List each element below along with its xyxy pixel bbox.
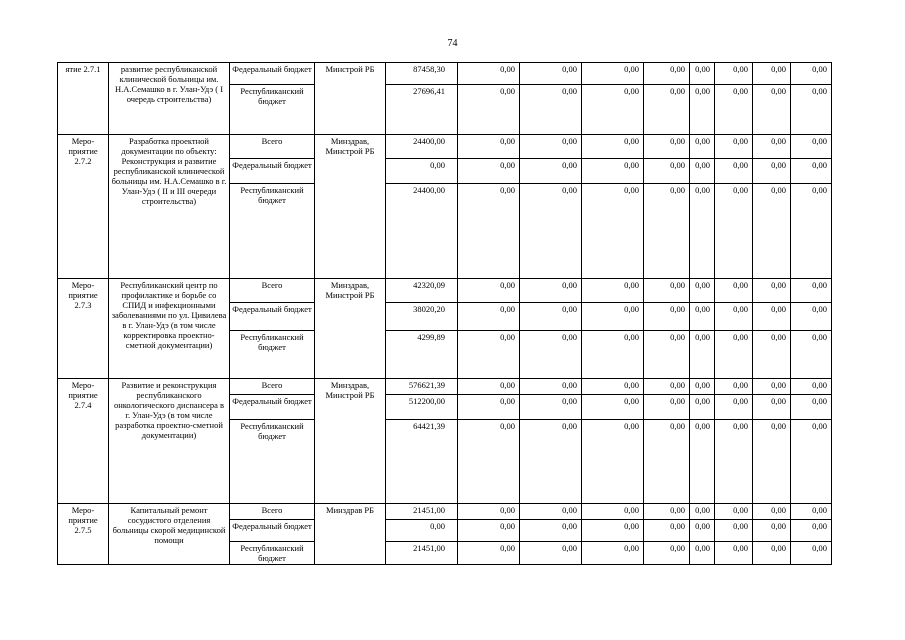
- value-cell: 0,00: [582, 542, 644, 565]
- value-cell: 0,00: [753, 159, 791, 184]
- funding-source-cell: Всего: [230, 135, 315, 159]
- value-cell: 0,00: [520, 520, 582, 542]
- amount-cell: 64421,39: [386, 420, 458, 504]
- value-cell: 0,00: [791, 379, 832, 395]
- value-cell: 0,00: [690, 159, 715, 184]
- table-row: [58, 504, 832, 520]
- amount-cell: 24400,00: [386, 184, 458, 279]
- value-cell: 0,00: [520, 504, 582, 520]
- value-cell: 0,00: [690, 504, 715, 520]
- value-cell: 0,00: [644, 504, 690, 520]
- value-cell: 0,00: [715, 63, 753, 85]
- value-cell: 0,00: [644, 331, 690, 379]
- funding-source-cell: Республиканский бюджет: [230, 542, 315, 565]
- measure-name-cell: Капитальный ремонт сосудистого отделения больницы скорой медицинской помощи: [109, 504, 230, 565]
- amount-cell: 24400,00: [386, 135, 458, 159]
- executor-cell: Минздрав, Минстрой РБ: [315, 135, 386, 279]
- measure-code-cell: Меро-приятие 2.7.5: [58, 504, 109, 565]
- value-cell: 0,00: [715, 279, 753, 303]
- value-cell: 0,00: [753, 542, 791, 565]
- funding-source-cell: Федеральный бюджет: [230, 520, 315, 542]
- value-cell: 0,00: [582, 184, 644, 279]
- executor-cell: Минздрав, Минстрой РБ: [315, 379, 386, 504]
- value-cell: 0,00: [458, 303, 520, 331]
- value-cell: 0,00: [582, 520, 644, 542]
- amount-cell: 38020,20: [386, 303, 458, 331]
- amount-cell: 576621,39: [386, 379, 458, 395]
- funding-source-cell: Федеральный бюджет: [230, 63, 315, 85]
- value-cell: 0,00: [715, 420, 753, 504]
- value-cell: 0,00: [753, 63, 791, 85]
- measure-name-cell: Развитие и реконструкция республиканского онкологического диспансера в г. Улан-Удэ (в том числе разработка проектно-сметной документации): [109, 379, 230, 504]
- value-cell: 0,00: [690, 331, 715, 379]
- page-number: 74: [447, 38, 458, 49]
- funding-source-cell: Республиканский бюджет: [230, 331, 315, 379]
- measure-code-cell: Меро-приятие 2.7.2: [58, 135, 109, 279]
- value-cell: 0,00: [690, 379, 715, 395]
- value-cell: 0,00: [753, 504, 791, 520]
- value-cell: 0,00: [582, 85, 644, 135]
- value-cell: 0,00: [458, 135, 520, 159]
- value-cell: 0,00: [791, 395, 832, 420]
- value-cell: 0,00: [582, 63, 644, 85]
- value-cell: 0,00: [458, 63, 520, 85]
- budget-table-body: [58, 63, 832, 565]
- value-cell: 0,00: [520, 85, 582, 135]
- value-cell: 0,00: [791, 135, 832, 159]
- amount-cell: 27696,41: [386, 85, 458, 135]
- value-cell: 0,00: [690, 395, 715, 420]
- value-cell: 0,00: [715, 379, 753, 395]
- value-cell: 0,00: [644, 63, 690, 85]
- value-cell: 0,00: [690, 63, 715, 85]
- value-cell: 0,00: [582, 420, 644, 504]
- value-cell: 0,00: [715, 184, 753, 279]
- measure-name-cell: развитие республиканской клинической больницы им. Н.А.Семашко в г. Улан-Удэ ( I очередь строительства): [109, 63, 230, 135]
- value-cell: 0,00: [753, 279, 791, 303]
- value-cell: 0,00: [791, 331, 832, 379]
- amount-cell: 21451,00: [386, 542, 458, 565]
- value-cell: 0,00: [582, 279, 644, 303]
- value-cell: 0,00: [715, 331, 753, 379]
- value-cell: 0,00: [690, 279, 715, 303]
- value-cell: 0,00: [582, 303, 644, 331]
- value-cell: 0,00: [690, 135, 715, 159]
- executor-cell: Минстрой РБ: [315, 63, 386, 135]
- table-row: [58, 279, 832, 303]
- amount-cell: 0,00: [386, 520, 458, 542]
- value-cell: 0,00: [520, 379, 582, 395]
- value-cell: 0,00: [791, 63, 832, 85]
- value-cell: 0,00: [458, 520, 520, 542]
- value-cell: 0,00: [644, 279, 690, 303]
- funding-source-cell: Федеральный бюджет: [230, 159, 315, 184]
- value-cell: 0,00: [644, 159, 690, 184]
- value-cell: 0,00: [690, 184, 715, 279]
- value-cell: 0,00: [520, 135, 582, 159]
- value-cell: 0,00: [791, 520, 832, 542]
- value-cell: 0,00: [644, 379, 690, 395]
- value-cell: 0,00: [644, 420, 690, 504]
- value-cell: 0,00: [690, 542, 715, 565]
- value-cell: 0,00: [520, 184, 582, 279]
- value-cell: 0,00: [715, 135, 753, 159]
- value-cell: 0,00: [582, 504, 644, 520]
- value-cell: 0,00: [458, 395, 520, 420]
- funding-source-cell: Республиканский бюджет: [230, 420, 315, 504]
- value-cell: 0,00: [690, 520, 715, 542]
- value-cell: 0,00: [791, 303, 832, 331]
- measure-name-cell: Республиканский центр по профилактике и борьбе со СПИД и инфекционными заболеваниями по ул. Цивилева в г. Улан-Удэ (в том числе корректировка проектно-сметной документации): [109, 279, 230, 379]
- amount-cell: 0,00: [386, 159, 458, 184]
- value-cell: 0,00: [582, 379, 644, 395]
- value-cell: 0,00: [458, 159, 520, 184]
- value-cell: 0,00: [520, 420, 582, 504]
- value-cell: 0,00: [715, 303, 753, 331]
- value-cell: 0,00: [715, 395, 753, 420]
- value-cell: 0,00: [753, 135, 791, 159]
- value-cell: 0,00: [644, 135, 690, 159]
- value-cell: 0,00: [520, 303, 582, 331]
- value-cell: 0,00: [458, 184, 520, 279]
- funding-source-cell: Республиканский бюджет: [230, 184, 315, 279]
- table-row: [58, 63, 832, 85]
- value-cell: 0,00: [520, 542, 582, 565]
- value-cell: 0,00: [791, 542, 832, 565]
- value-cell: 0,00: [753, 303, 791, 331]
- measure-name-cell: Разработка проектной документации по объекту: Реконструкция и развитие республиканской клинической больницы им. Н.А.Семашко в г. Улан-Удэ ( II и III очереди строительства): [109, 135, 230, 279]
- value-cell: 0,00: [715, 520, 753, 542]
- funding-source-cell: Федеральный бюджет: [230, 303, 315, 331]
- funding-source-cell: Республиканский бюджет: [230, 85, 315, 135]
- value-cell: 0,00: [582, 331, 644, 379]
- table-row: [58, 379, 832, 395]
- value-cell: 0,00: [753, 184, 791, 279]
- value-cell: 0,00: [644, 303, 690, 331]
- value-cell: 0,00: [644, 542, 690, 565]
- measure-code-cell: ятие 2.7.1: [58, 63, 109, 135]
- value-cell: 0,00: [753, 520, 791, 542]
- value-cell: 0,00: [753, 85, 791, 135]
- value-cell: 0,00: [582, 395, 644, 420]
- value-cell: 0,00: [753, 395, 791, 420]
- value-cell: 0,00: [644, 184, 690, 279]
- value-cell: 0,00: [690, 303, 715, 331]
- value-cell: 0,00: [690, 420, 715, 504]
- table-row: [58, 135, 832, 159]
- value-cell: 0,00: [791, 279, 832, 303]
- value-cell: 0,00: [458, 420, 520, 504]
- value-cell: 0,00: [791, 504, 832, 520]
- amount-cell: 512200,00: [386, 395, 458, 420]
- amount-cell: 42320,09: [386, 279, 458, 303]
- value-cell: 0,00: [644, 520, 690, 542]
- value-cell: 0,00: [582, 159, 644, 184]
- amount-cell: 4299,89: [386, 331, 458, 379]
- funding-source-cell: Федеральный бюджет: [230, 395, 315, 420]
- value-cell: 0,00: [458, 379, 520, 395]
- value-cell: 0,00: [520, 331, 582, 379]
- value-cell: 0,00: [791, 184, 832, 279]
- value-cell: 0,00: [715, 504, 753, 520]
- value-cell: 0,00: [690, 85, 715, 135]
- value-cell: 0,00: [520, 395, 582, 420]
- funding-source-cell: Всего: [230, 279, 315, 303]
- measure-code-cell: Меро-приятие 2.7.4: [58, 379, 109, 504]
- value-cell: 0,00: [715, 85, 753, 135]
- amount-cell: 87458,30: [386, 63, 458, 85]
- funding-source-cell: Всего: [230, 379, 315, 395]
- value-cell: 0,00: [520, 63, 582, 85]
- value-cell: 0,00: [644, 395, 690, 420]
- value-cell: 0,00: [458, 279, 520, 303]
- value-cell: 0,00: [715, 159, 753, 184]
- value-cell: 0,00: [791, 159, 832, 184]
- value-cell: 0,00: [753, 420, 791, 504]
- value-cell: 0,00: [520, 159, 582, 184]
- value-cell: 0,00: [458, 504, 520, 520]
- executor-cell: Минздрав РБ: [315, 504, 386, 565]
- value-cell: 0,00: [458, 542, 520, 565]
- value-cell: 0,00: [753, 331, 791, 379]
- value-cell: 0,00: [458, 331, 520, 379]
- value-cell: 0,00: [715, 542, 753, 565]
- amount-cell: 21451,00: [386, 504, 458, 520]
- measure-code-cell: Меро-приятие 2.7.3: [58, 279, 109, 379]
- value-cell: 0,00: [458, 85, 520, 135]
- funding-source-cell: Всего: [230, 504, 315, 520]
- value-cell: 0,00: [753, 379, 791, 395]
- value-cell: 0,00: [791, 85, 832, 135]
- executor-cell: Минздрав, Минстрой РБ: [315, 279, 386, 379]
- value-cell: 0,00: [582, 135, 644, 159]
- value-cell: 0,00: [791, 420, 832, 504]
- value-cell: 0,00: [520, 279, 582, 303]
- budget-table: [57, 62, 832, 565]
- value-cell: 0,00: [644, 85, 690, 135]
